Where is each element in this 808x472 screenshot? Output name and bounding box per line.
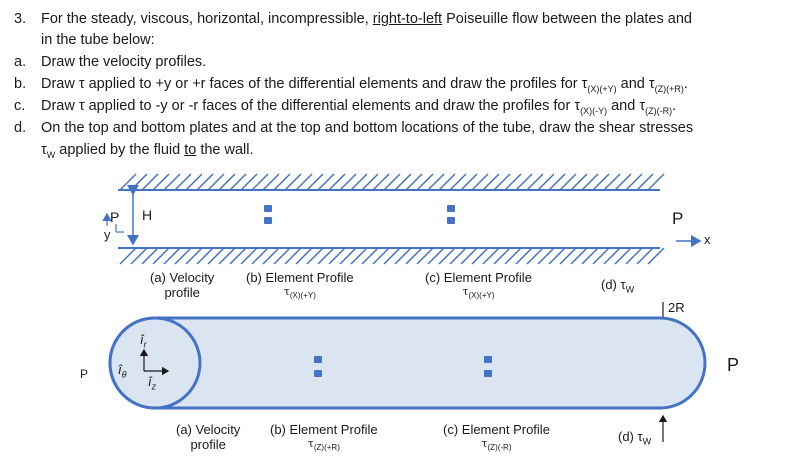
plate-p-right: P [672, 209, 684, 228]
item-d-underlined: to [184, 142, 197, 158]
item-d-mid: applied by the fluid [55, 142, 185, 158]
question-line2: in the tube below: [41, 32, 155, 48]
item-c-sub1: (X)(-Y) [580, 105, 608, 116]
plate-y-label: y [104, 227, 111, 242]
tube-b-line1: (b) Element Profile [270, 422, 378, 437]
tube-d-sub: W [642, 436, 652, 447]
tube-b-label [270, 422, 378, 452]
tube-c-sub: (Z)(-R) [487, 443, 512, 453]
item-c-pre: Draw τ applied to -y or -r faces of the differential elements and draw the profiles for τ [41, 98, 581, 114]
item-b-mid: and τ [616, 76, 655, 92]
plate-c-tau: τ [462, 285, 469, 298]
tube-radius-label: 2R [668, 300, 685, 315]
unit-theta-label [118, 362, 127, 380]
plate-h-label: H [142, 207, 153, 223]
item-d-end: the wall. [196, 142, 254, 158]
tube-d-text: (d) τ [618, 429, 643, 444]
plate-a-line1: (a) Velocity [150, 270, 215, 285]
plate-c-line1: (c) Element Profile [425, 270, 532, 285]
plate-d-text: (d) τ [601, 277, 626, 292]
question-line1-pre: For the steady, viscous, horizontal, incompressible, [41, 11, 373, 27]
plate-a-label [150, 270, 214, 300]
item-d-tau-sub: W [46, 149, 56, 160]
tube-c-label [443, 422, 550, 452]
item-b-sub2: (Z)(+R) [654, 83, 684, 94]
tube-a-label [176, 422, 240, 452]
question-number: 3. [14, 11, 27, 27]
tube-p-left: P [80, 367, 89, 381]
question-line1-underlined: right-to-left [372, 11, 443, 27]
bottom-plate [118, 248, 664, 264]
item-b-sub1: (X)(+Y) [587, 83, 617, 94]
plate-c-sub: (X)(+Y) [468, 291, 495, 301]
unit-z-hat: î [148, 374, 152, 389]
tube-p-right: P [727, 355, 740, 375]
item-a-marker: a. [14, 54, 27, 70]
plate-c-label [425, 270, 532, 300]
y-axis-icon [116, 224, 124, 232]
item-c-mid: and τ [607, 98, 646, 114]
item-b-end: . [683, 76, 688, 92]
item-c-end: . [672, 98, 677, 114]
question-line1-post: Poiseuille flow between the plates and [442, 11, 692, 27]
plate-b-line1: (b) Element Profile [246, 270, 354, 285]
tube-a-line1: (a) Velocity [176, 422, 241, 437]
item-d-marker: d. [14, 120, 27, 136]
plate-element-c [447, 205, 455, 224]
plate-a-line2: profile [164, 285, 200, 300]
item-a-text: Draw the velocity profiles. [41, 54, 207, 70]
item-b-marker: b. [14, 76, 27, 92]
unit-z-label [148, 374, 156, 392]
plate-d-sub: W [625, 284, 635, 295]
tube-c-line1: (c) Element Profile [443, 422, 550, 437]
plate-b-label [246, 270, 354, 300]
plate-b-tau: τ [283, 285, 290, 298]
item-b-pre: Draw τ applied to +y or +r faces of the differential elements and draw the profiles for τ [41, 76, 588, 92]
item-d-text: On the top and bottom plates and at the top and bottom locations of the tube, draw the shear stresses [41, 120, 694, 136]
plate-d-label [601, 277, 634, 295]
unit-theta-sub: θ [121, 369, 127, 380]
item-c-sub2: (Z)(-R) [645, 105, 673, 116]
tube-a-line2: profile [190, 437, 226, 452]
tube-c-tau: τ [481, 437, 488, 450]
plate-b-sub: (X)(+Y) [289, 291, 316, 301]
item-d-tau: τ [41, 142, 47, 158]
item-c-marker: c. [14, 98, 26, 114]
unit-z-sub: z [151, 381, 157, 392]
unit-r-label [140, 332, 147, 350]
unit-r-sub: r [143, 339, 147, 350]
unit-theta-hat: î [118, 362, 122, 377]
x-axis-label: x [704, 232, 711, 247]
unit-r-hat: î [140, 332, 144, 347]
top-plate [118, 174, 664, 190]
tube-b-tau: τ [307, 437, 314, 450]
tube-b-sub: (Z)(+R) [313, 443, 340, 453]
tube-d-label [618, 429, 651, 447]
plate-p-label: P [110, 209, 120, 225]
plate-element-b [264, 205, 272, 224]
